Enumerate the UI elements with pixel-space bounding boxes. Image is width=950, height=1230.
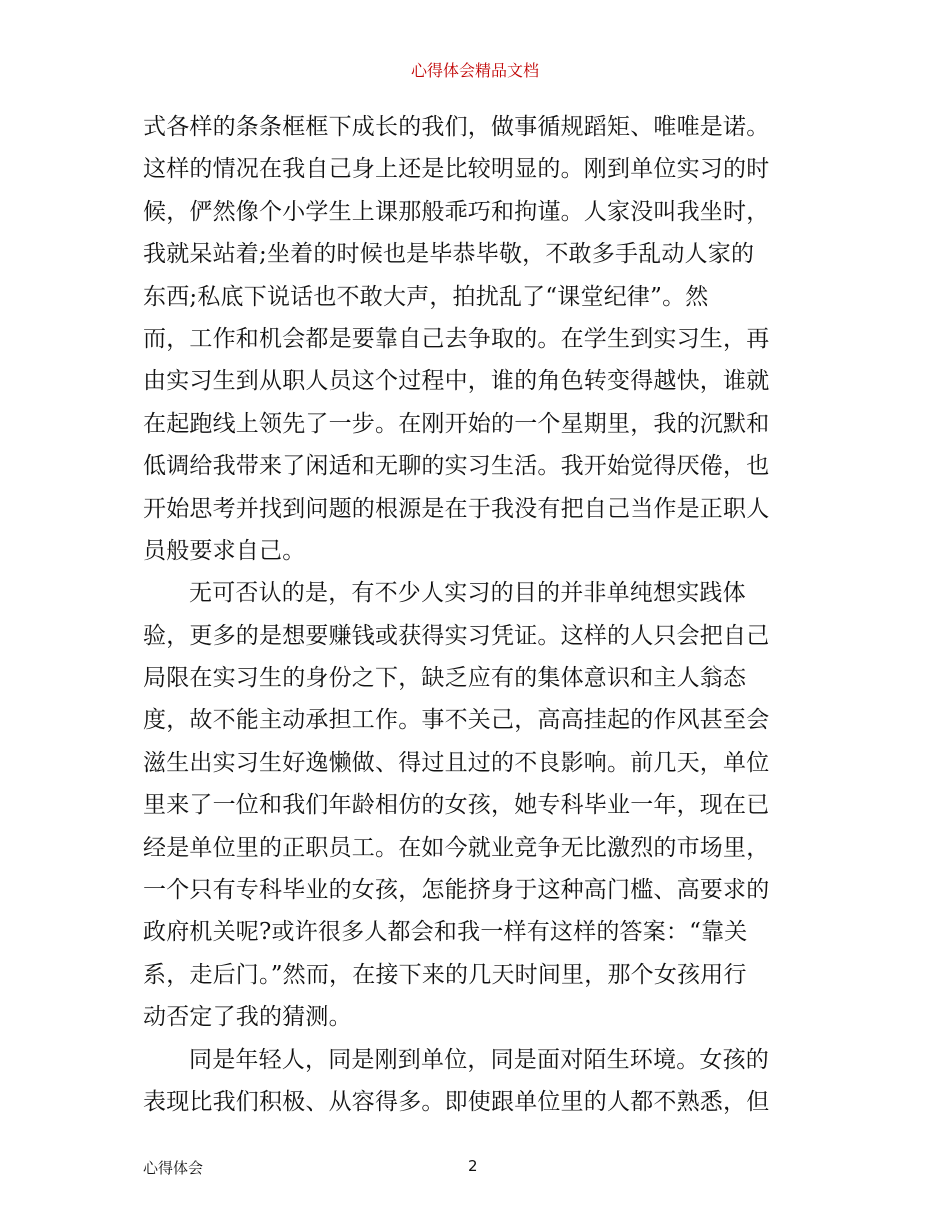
text-line: 低调给我带来了闲适和无聊的实习生活。我开始觉得厌倦，也 bbox=[143, 453, 770, 480]
text-line: 一个只有专科毕业的女孩，怎能挤身于这种高门槛、高要求的 bbox=[143, 877, 770, 904]
paragraph bbox=[143, 106, 813, 572]
text-line: 验，更多的是想要赚钱或获得实习凭证。这样的人只会把自己 bbox=[143, 622, 770, 649]
text-line: 东西;私底下说话也不敢大声，拍扰乱了“课堂纪律”。然 bbox=[143, 283, 709, 310]
text-line: 同是年轻人，同是刚到单位，同是面对陌生环境。女孩的 bbox=[189, 1046, 769, 1073]
text-line: 式各样的条条框框下成长的我们，做事循规蹈矩、唯唯是诺。 bbox=[143, 114, 770, 140]
page-number: 2 bbox=[468, 1157, 478, 1175]
text-line: 开始思考并找到问题的根源是在于我没有把自己当作是正职人 bbox=[143, 495, 770, 522]
document-body bbox=[143, 106, 813, 1123]
text-line: 局限在实习生的身份之下，缺乏应有的集体意识和主人翁态 bbox=[143, 665, 747, 692]
paragraph bbox=[143, 1039, 813, 1124]
paragraph bbox=[143, 572, 813, 1038]
text-line: 里来了一位和我们年龄相仿的女孩，她专科毕业一年，现在已 bbox=[143, 792, 770, 819]
footer-label: 心得体会 bbox=[143, 1159, 204, 1177]
text-line: 这样的情况在我自己身上还是比较明显的。刚到单位实习的时 bbox=[143, 156, 770, 183]
text-line: 我就呆站着;坐着的时候也是毕恭毕敬，不敢多手乱动人家的 bbox=[143, 241, 755, 268]
text-line: 滋生出实习生好逸懒做、得过且过的不良影响。前几天，单位 bbox=[143, 749, 770, 776]
text-line: 表现比我们积极、从容得多。即使跟单位里的人都不熟悉，但 bbox=[143, 1088, 770, 1115]
text-line: 系，走后门。”然而，在接下来的几天时间里，那个女孩用行 bbox=[143, 961, 747, 988]
text-line: 度，故不能主动承担工作。事不关己，高高挂起的作风甚至会 bbox=[143, 707, 770, 734]
text-line: 员般要求自己。 bbox=[143, 537, 306, 564]
text-line: 政府机关呢?或许很多人都会和我一样有这样的答案：“靠关 bbox=[143, 919, 748, 946]
text-line: 在起跑线上领先了一步。在刚开始的一个星期里，我的沉默和 bbox=[143, 410, 770, 437]
text-line: 而，工作和机会都是要靠自己去争取的。在学生到实习生，再 bbox=[143, 325, 770, 352]
text-line: 由实习生到从职人员这个过程中，谁的角色转变得越快，谁就 bbox=[143, 368, 770, 395]
text-line: 无可否认的是，有不少人实习的目的并非单纯想实践体 bbox=[189, 580, 746, 607]
text-line: 动否定了我的猜测。 bbox=[143, 1004, 352, 1031]
text-line: 候，俨然像个小学生上课那般乖巧和拘谨。人家没叫我坐时， bbox=[143, 198, 770, 225]
page-header-title: 心得体会精品文档 bbox=[410, 61, 539, 80]
text-line: 经是单位里的正职员工。在如今就业竞争无比激烈的市场里， bbox=[143, 834, 770, 861]
